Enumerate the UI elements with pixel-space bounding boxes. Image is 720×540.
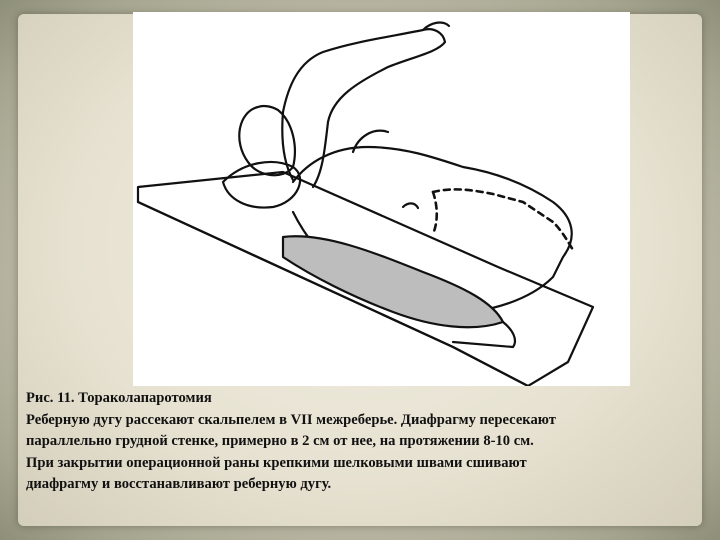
caption-line: параллельно грудной стенке, примерно в 2 см от нее, на протяжении 8-10 см. [26,433,534,449]
raised-arm [283,29,445,187]
caption-line: Реберную дугу рассекают скальпелем в VII межреберье. Диафрагму пересекают [26,411,556,428]
surgical-illustration [133,12,630,386]
caption-title: Рис. 11. Тораколапаротомия [26,390,212,406]
caption-line: При закрытии операционной раны крепкими шелковыми швами сшивают [26,454,527,471]
figure-caption [26,388,698,496]
caption-line: диафрагму и восстанавливают реберную дугу. [26,476,332,492]
hip [283,236,503,327]
incision-line [433,189,573,250]
